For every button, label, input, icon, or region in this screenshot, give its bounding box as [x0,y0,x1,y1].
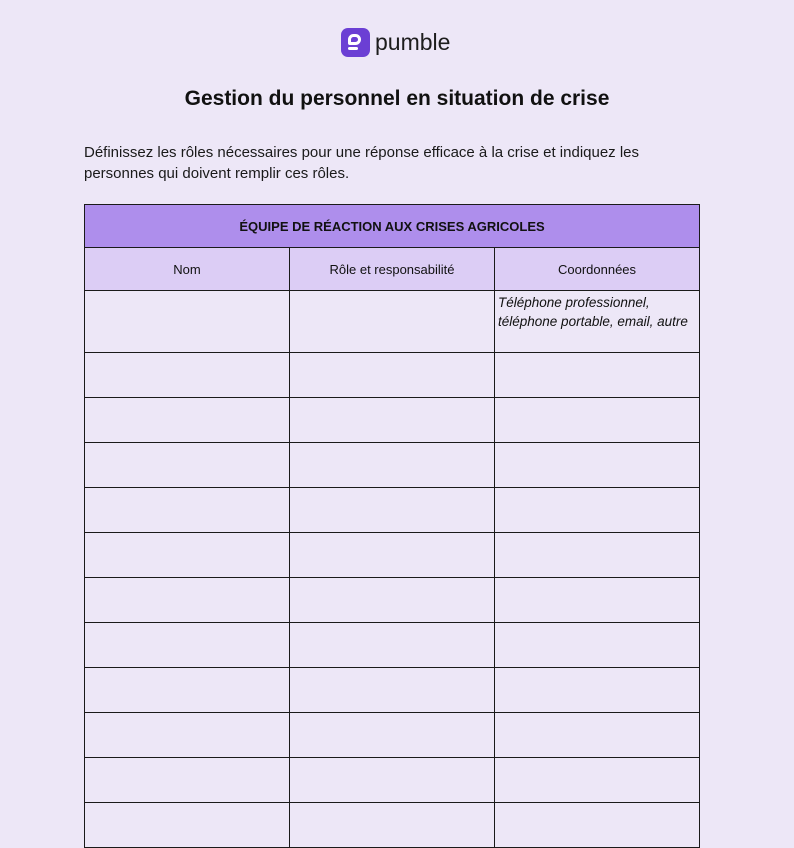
table-cell-role[interactable] [290,353,495,398]
table-cell-role[interactable] [290,623,495,668]
table-cell-name[interactable] [85,578,290,623]
table-cell-role[interactable] [290,713,495,758]
pumble-logo-icon [341,28,370,57]
table-row [85,353,700,398]
intro-text: Définissez les rôles nécessaires pour une réponse efficace à la crise et indiquez les personnes qui doivent remplir ces rôles. [84,144,640,182]
table-cell-role[interactable] [290,803,495,848]
table-cell-name[interactable] [85,668,290,713]
table-row [85,623,700,668]
brand-name: pumble [375,29,451,55]
table-cell-contact[interactable] [495,803,700,848]
table-cell-name[interactable] [85,353,290,398]
table-cell-contact[interactable] [495,758,700,803]
table-cell-contact[interactable] [495,668,700,713]
table-cell-name[interactable] [85,803,290,848]
crisis-team-table [84,204,700,848]
table-cell-name[interactable] [85,713,290,758]
table-cell-contact[interactable] [495,488,700,533]
table-row [85,398,700,443]
table-cell-role[interactable] [290,443,495,488]
table-row [85,803,700,848]
table-cell-name[interactable] [85,488,290,533]
table-cell-contact[interactable] [495,533,700,578]
table-cell-role[interactable] [290,533,495,578]
table-cell-name[interactable] [85,758,290,803]
table-cell-role[interactable] [290,398,495,443]
brand-logo [341,27,450,57]
column-header-contact: Coordonnées [495,248,700,291]
table-cell-contact[interactable] [495,443,700,488]
table-cell-role[interactable] [290,578,495,623]
table-cell-name[interactable] [85,533,290,578]
page-title: Gestion du personnel en situation de crise [184,87,610,110]
table-cell-role[interactable] [290,758,495,803]
table-row [85,758,700,803]
table-cell-role[interactable] [290,291,495,353]
table-row [85,578,700,623]
table-caption: ÉQUIPE DE RÉACTION AUX CRISES AGRICOLES [85,205,700,248]
table-cell-contact[interactable] [495,398,700,443]
table-cell-contact[interactable] [495,713,700,758]
table-cell-name[interactable] [85,443,290,488]
contact-hint: Téléphone professionnel, téléphone portable, email, autre [498,295,688,329]
column-header-role: Rôle et responsabilité [290,248,495,291]
table-cell-name[interactable] [85,291,290,353]
table-row [85,488,700,533]
table-cell-role[interactable] [290,668,495,713]
column-header-name: Nom [85,248,290,291]
table-row [85,533,700,578]
table-cell-contact[interactable] [495,578,700,623]
table-cell-name[interactable] [85,398,290,443]
table-cell-contact[interactable] [495,353,700,398]
table-cell-contact[interactable] [495,623,700,668]
table-row [85,291,700,353]
table-row [85,668,700,713]
table-cell-contact[interactable] [495,291,700,353]
table-cell-name[interactable] [85,623,290,668]
table-cell-role[interactable] [290,488,495,533]
table-row [85,713,700,758]
table-row [85,443,700,488]
